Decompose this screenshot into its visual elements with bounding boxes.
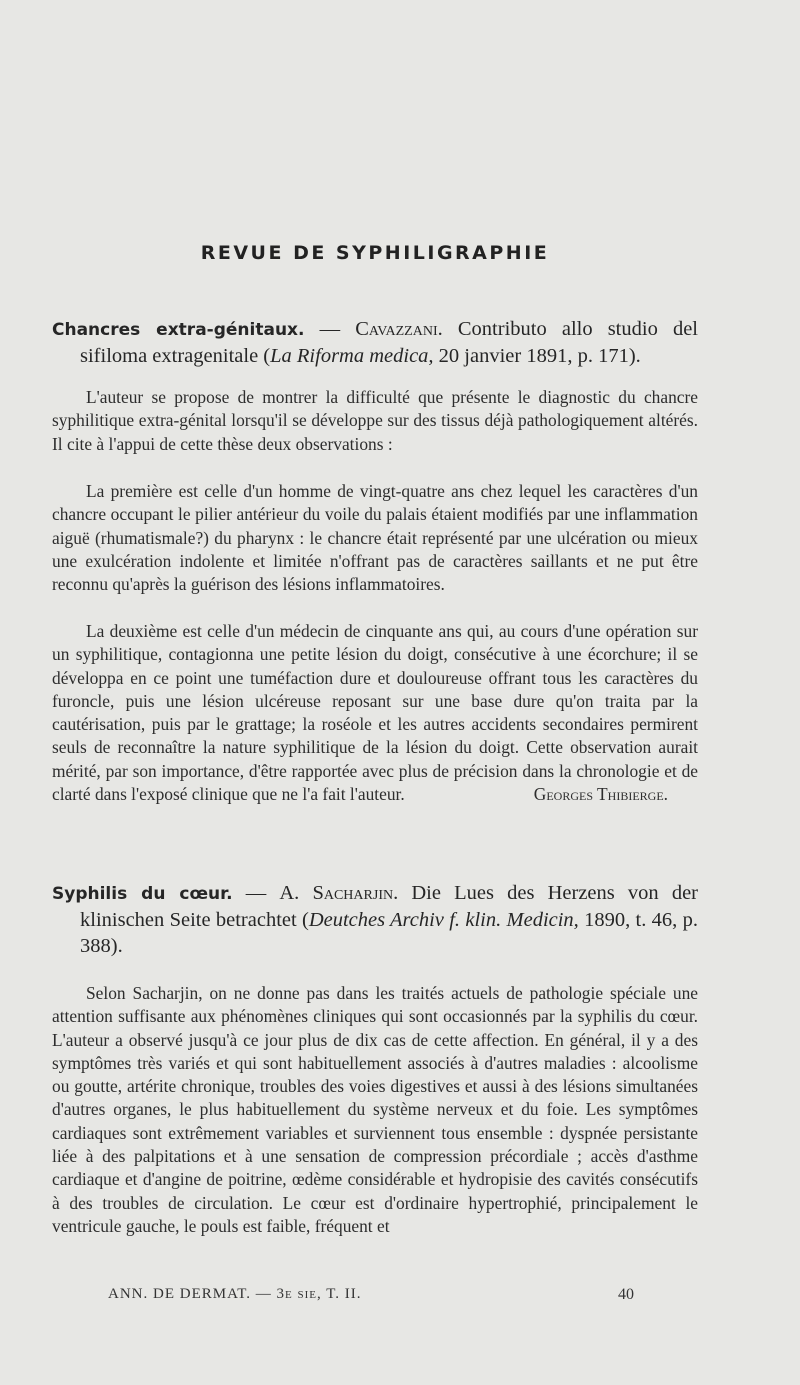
page-number: 40 [618,1286,634,1303]
article1-journal: La Riforma medica, [270,345,434,367]
article1-dash: — [304,318,356,340]
article1-ref: 20 janvier 1891, p. 171). [433,345,641,367]
article1-author: Cavazzani [355,318,438,340]
article2-paragraph-1: Selon Sacharjin, on ne donne pas dans les traités actuels de pathologie spéciale une attention suffisante aux phénomènes cliniques qui sont occasionnés par la syphilis du cœur. L'auteur a observé jusqu'à ce jour plus de dix cas de cette affection. En général, il y a des symptômes très variés et qui sont habituellement associés à d'autres maladies : alcoolisme ou goutte, artérite chronique, troubles des voies digestives et aussi à des lésions simultanées d'autres organes, le plus habituellement du système nerveux et du foie. Les symptômes cardiaques sont extrêmement variables et surviennent tous ensemble : dyspnée persistante liée à des palpitations et à une sensation de compression précordiale ; accès d'asthme cardiaque et d'angine de poitrine, œdème considérable et hydropisie des cavités consécutifs à des troubles de circulation. Le cœur est d'ordinaire hypertrophié, principalement le ventricule gauche, le pouls est faible, fréquent et [52,983,698,1236]
article1-signature: Georges Thibierge. [533,784,668,805]
article1-paragraph-3 [52,620,698,806]
section-title: REVUE DE SYPHILIGRAPHIE [200,242,550,264]
article2-title: . Die Lues des Herzens von der klinischen Seite betrachtet ( [80,882,698,931]
article1-paragraph-3-text: La deuxième est celle d'un médecin de cinquante ans qui, au cours d'une opération sur un syphilitique, contagionna une petite lésion du doigt, consécutive à une écorchure; il se développa en ce point une tuméfaction dure et douloureuse offrant tous les caractères du furoncle, puis une lésion ulcéreuse reposant sur une base dure qu'on traita par la cautérisation, puis par le grattage; la roséole et les autres accidents secondaires permirent seuls de reconnaître la nature syphilitique de la lésion du doigt. Cette observation aurait mérité, par son importance, d'être rapportée avec plus de précision dans la chronologie et de clarté dans l'exposé clinique que ne l'a fait l'auteur. [52,621,698,805]
article1-title: . Contributo allo studio del sifiloma extragenitale ( [80,318,698,367]
article1-paragraph-1: L'auteur se propose de montrer la difficulté que présente le diagnostic du chancre syphilitique extra-génital lorsqu'il se développe sur des tissus déjà pathologiquement altérés. Il cite à l'appui de cette thèse deux observations : [52,387,698,454]
article2-dash: — [232,882,280,904]
article1-topic: Chancres extra-génitaux. [52,320,305,340]
article1-heading [52,316,698,369]
article2-journal: Deutches Archiv f. klin. Medicin, [308,909,579,931]
running-head: ANN. DE DERMAT. — 3e sie, T. II. [108,1286,362,1302]
article2-heading [52,880,698,959]
article2-author: A. Sacharjin [279,882,394,904]
article2-topic: Syphilis du cœur. [52,884,233,904]
article2-ref: 1890, t. 46, p. 388). [80,909,698,957]
article1-paragraph-2: La première est celle d'un homme de vingt-quatre ans chez lequel les caractères d'un chancre occupant le pilier antérieur du voile du palais étaient modifiés par une inflammation aiguë (rhumatismale?) du pharynx : le chancre était représenté par une ulcération ou mieux une exulcération indolente et limitée n'offrant pas de caractères saillants et ne put être reconnu qu'après la guérison des lésions inflammatoires. [52,481,698,595]
